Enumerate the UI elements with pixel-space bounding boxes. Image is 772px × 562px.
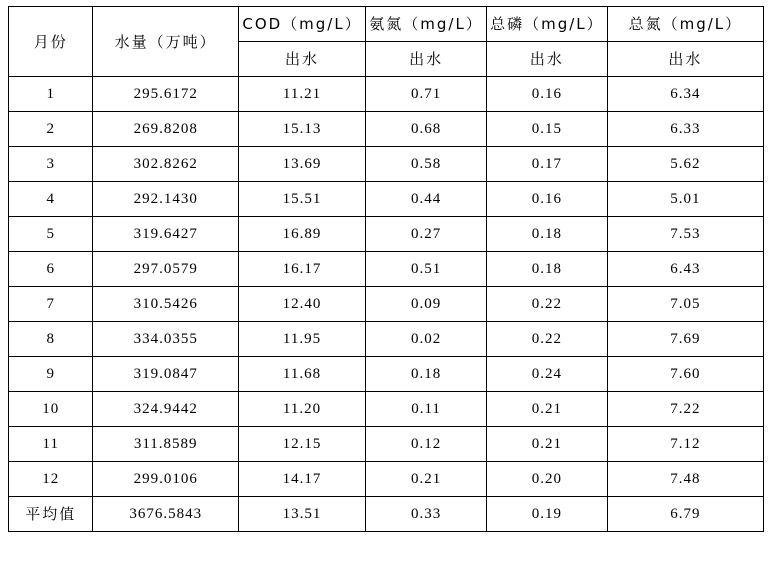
table-row bbox=[9, 287, 764, 322]
cell-phosphorus: 0.20 bbox=[486, 462, 607, 497]
table-header bbox=[9, 7, 764, 77]
cell-ammonia: 0.71 bbox=[366, 77, 487, 112]
cell-ammonia: 0.68 bbox=[366, 112, 487, 147]
cell-month: 5 bbox=[9, 217, 93, 252]
cell-ammonia: 0.21 bbox=[366, 462, 487, 497]
cell-month: 4 bbox=[9, 182, 93, 217]
water-quality-table bbox=[8, 6, 764, 532]
cell-ammonia: 0.44 bbox=[366, 182, 487, 217]
table-row bbox=[9, 392, 764, 427]
cell-phosphorus: 0.21 bbox=[486, 427, 607, 462]
cell-cod: 12.40 bbox=[238, 287, 365, 322]
cell-water: 3676.5843 bbox=[93, 497, 238, 532]
cell-cod: 11.21 bbox=[238, 77, 365, 112]
cell-cod: 11.95 bbox=[238, 322, 365, 357]
table-body bbox=[9, 77, 764, 532]
cell-water: 310.5426 bbox=[93, 287, 238, 322]
cell-ammonia: 0.51 bbox=[366, 252, 487, 287]
cell-phosphorus: 0.16 bbox=[486, 182, 607, 217]
cell-cod: 16.89 bbox=[238, 217, 365, 252]
cell-ammonia: 0.58 bbox=[366, 147, 487, 182]
cell-cod: 11.20 bbox=[238, 392, 365, 427]
cell-month: 9 bbox=[9, 357, 93, 392]
cell-ammonia: 0.18 bbox=[366, 357, 487, 392]
cell-phosphorus: 0.18 bbox=[486, 217, 607, 252]
cell-phosphorus: 0.16 bbox=[486, 77, 607, 112]
cell-month: 8 bbox=[9, 322, 93, 357]
cell-nitrogen: 6.79 bbox=[607, 497, 763, 532]
header-total-nitrogen: 总氮（mg/L） bbox=[607, 7, 763, 42]
header-cod-effluent: 出水 bbox=[238, 42, 365, 77]
table-row bbox=[9, 252, 764, 287]
cell-water: 311.8589 bbox=[93, 427, 238, 462]
cell-phosphorus: 0.18 bbox=[486, 252, 607, 287]
cell-nitrogen: 7.12 bbox=[607, 427, 763, 462]
cell-phosphorus: 0.24 bbox=[486, 357, 607, 392]
cell-ammonia: 0.02 bbox=[366, 322, 487, 357]
cell-nitrogen: 7.69 bbox=[607, 322, 763, 357]
table-row bbox=[9, 182, 764, 217]
cell-month: 3 bbox=[9, 147, 93, 182]
cell-month: 10 bbox=[9, 392, 93, 427]
cell-cod: 15.13 bbox=[238, 112, 365, 147]
header-water-volume: 水量（万吨） bbox=[93, 7, 238, 77]
cell-cod: 16.17 bbox=[238, 252, 365, 287]
table-row bbox=[9, 112, 764, 147]
cell-water: 299.0106 bbox=[93, 462, 238, 497]
cell-water: 334.0355 bbox=[93, 322, 238, 357]
cell-water: 319.0847 bbox=[93, 357, 238, 392]
cell-phosphorus: 0.19 bbox=[486, 497, 607, 532]
cell-cod: 15.51 bbox=[238, 182, 365, 217]
header-total-phosphorus: 总磷（mg/L） bbox=[486, 7, 607, 42]
cell-water: 319.6427 bbox=[93, 217, 238, 252]
cell-cod: 14.17 bbox=[238, 462, 365, 497]
cell-phosphorus: 0.21 bbox=[486, 392, 607, 427]
table-row bbox=[9, 462, 764, 497]
cell-nitrogen: 6.33 bbox=[607, 112, 763, 147]
header-phosphorus-effluent: 出水 bbox=[486, 42, 607, 77]
cell-month: 平均值 bbox=[9, 497, 93, 532]
cell-phosphorus: 0.22 bbox=[486, 322, 607, 357]
cell-ammonia: 0.27 bbox=[366, 217, 487, 252]
cell-nitrogen: 7.60 bbox=[607, 357, 763, 392]
cell-month: 2 bbox=[9, 112, 93, 147]
cell-cod: 13.51 bbox=[238, 497, 365, 532]
table-row-average bbox=[9, 497, 764, 532]
header-cod: COD（mg/L） bbox=[238, 7, 365, 42]
cell-phosphorus: 0.17 bbox=[486, 147, 607, 182]
header-nitrogen-effluent: 出水 bbox=[607, 42, 763, 77]
cell-cod: 13.69 bbox=[238, 147, 365, 182]
header-ammonia-nitrogen: 氨氮（mg/L） bbox=[366, 7, 487, 42]
cell-ammonia: 0.09 bbox=[366, 287, 487, 322]
cell-nitrogen: 7.48 bbox=[607, 462, 763, 497]
cell-month: 7 bbox=[9, 287, 93, 322]
cell-water: 295.6172 bbox=[93, 77, 238, 112]
cell-nitrogen: 5.01 bbox=[607, 182, 763, 217]
cell-nitrogen: 7.53 bbox=[607, 217, 763, 252]
table-row bbox=[9, 427, 764, 462]
cell-nitrogen: 6.43 bbox=[607, 252, 763, 287]
cell-month: 11 bbox=[9, 427, 93, 462]
cell-water: 302.8262 bbox=[93, 147, 238, 182]
header-ammonia-effluent: 出水 bbox=[366, 42, 487, 77]
cell-phosphorus: 0.22 bbox=[486, 287, 607, 322]
cell-ammonia: 0.33 bbox=[366, 497, 487, 532]
table-row bbox=[9, 147, 764, 182]
header-month: 月份 bbox=[9, 7, 93, 77]
cell-phosphorus: 0.15 bbox=[486, 112, 607, 147]
cell-nitrogen: 7.05 bbox=[607, 287, 763, 322]
cell-nitrogen: 6.34 bbox=[607, 77, 763, 112]
cell-water: 324.9442 bbox=[93, 392, 238, 427]
cell-water: 269.8208 bbox=[93, 112, 238, 147]
cell-nitrogen: 5.62 bbox=[607, 147, 763, 182]
cell-cod: 12.15 bbox=[238, 427, 365, 462]
cell-cod: 11.68 bbox=[238, 357, 365, 392]
cell-water: 292.1430 bbox=[93, 182, 238, 217]
cell-month: 12 bbox=[9, 462, 93, 497]
table-header-row-top bbox=[9, 7, 764, 42]
table-row bbox=[9, 322, 764, 357]
cell-month: 6 bbox=[9, 252, 93, 287]
cell-nitrogen: 7.22 bbox=[607, 392, 763, 427]
table-row bbox=[9, 77, 764, 112]
cell-month: 1 bbox=[9, 77, 93, 112]
table-row bbox=[9, 217, 764, 252]
cell-water: 297.0579 bbox=[93, 252, 238, 287]
table-row bbox=[9, 357, 764, 392]
cell-ammonia: 0.11 bbox=[366, 392, 487, 427]
cell-ammonia: 0.12 bbox=[366, 427, 487, 462]
